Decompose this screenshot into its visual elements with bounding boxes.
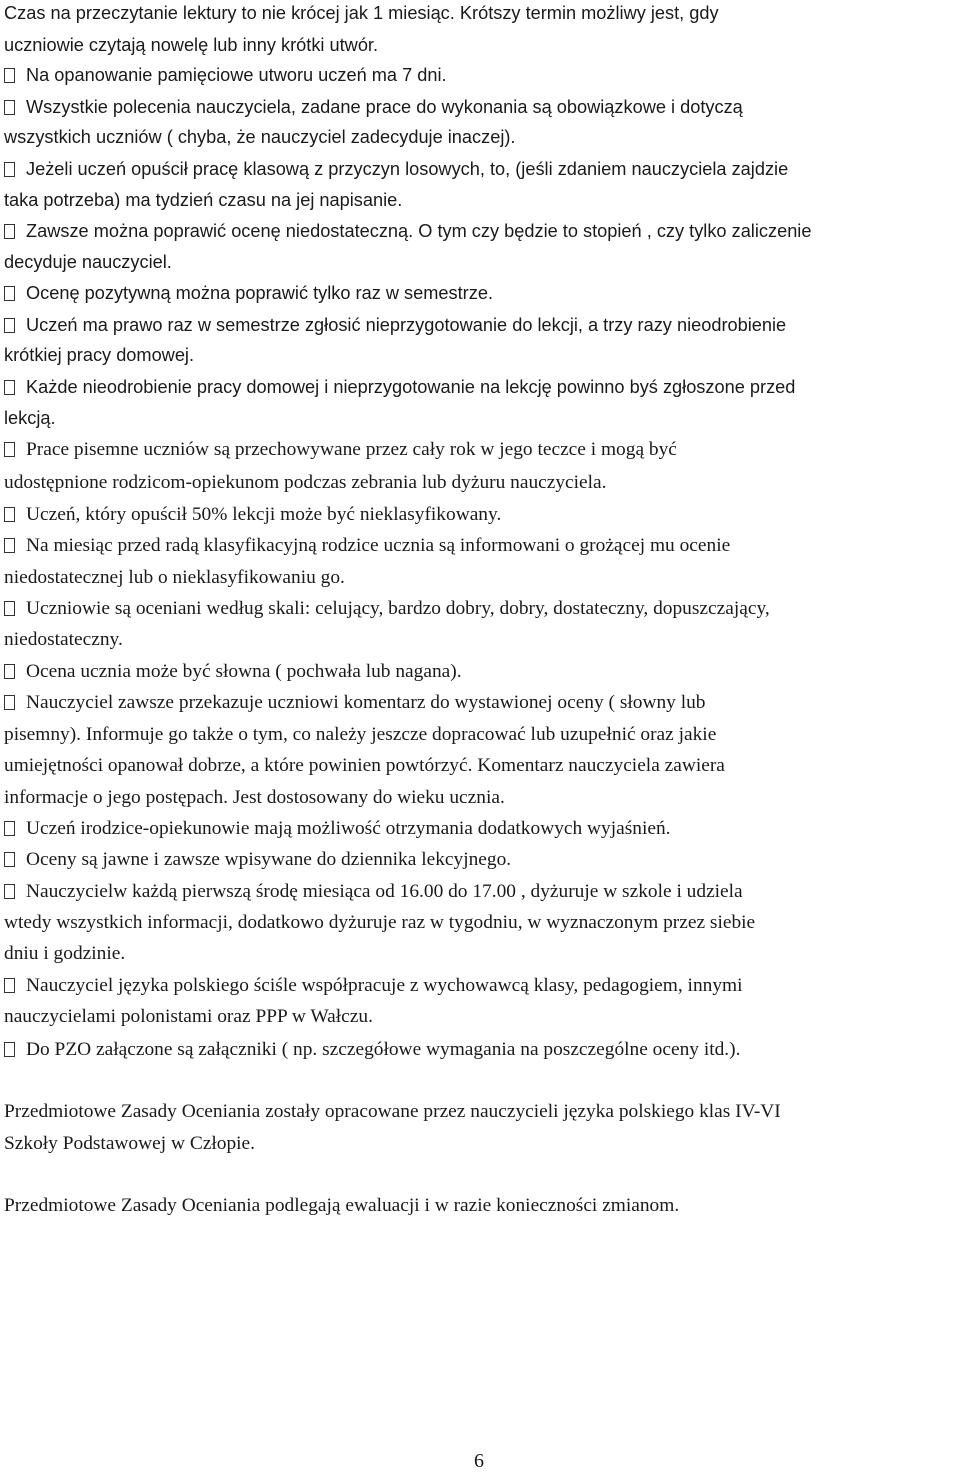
bullet-line: Na miesiąc przed radą klasyfikacyjną rodzice ucznia są informowani o grożącej mu ocenie	[4, 534, 730, 558]
bullet-line: Uczniowie są oceniani według skali: celujący, bardzo dobry, dobry, dostateczny, dopuszczający,	[4, 597, 770, 621]
bullet-line: Do PZO załączone są załączniki ( np. szczegółowe wymagania na poszczególne oceny itd.).	[4, 1038, 740, 1062]
bullet-box-icon	[4, 821, 15, 836]
bullet-box-icon	[4, 884, 15, 899]
text-line: Przedmiotowe Zasady Oceniania zostały opracowane przez nauczycieli języka polskiego klas IV-VI	[4, 1101, 781, 1122]
text-line: umiejętności opanował dobrze, a które powinien powtórzyć. Komentarz nauczyciela zawiera	[4, 755, 725, 776]
text-line: Czas na przeczytanie lektury to nie krócej jak 1 miesiąc. Krótszy termin możliwy jest, gdy	[4, 3, 719, 23]
text-line: Szkoły Podstawowej w Człopie.	[4, 1133, 255, 1154]
bullet-line: Prace pisemne uczniów są przechowywane przez cały rok w jego teczce i mogą być	[4, 438, 677, 462]
bullet-box-icon	[4, 68, 15, 83]
text-line: wtedy wszystkich informacji, dodatkowo dyżuruje raz w tygodniu, w wyznaczonym przez siebie	[4, 912, 756, 933]
text-line: udostępnione rodzicom-opiekunom podczas zebrania lub dyżuru nauczyciela.	[4, 472, 607, 493]
text-line: dniu i godzinie.	[4, 943, 126, 964]
bullet-box-icon	[4, 100, 15, 115]
bullet-box-icon	[4, 318, 15, 333]
bullet-box-icon	[4, 664, 15, 679]
bullet-box-icon	[4, 224, 15, 239]
bullet-line: Nauczyciel języka polskiego ściśle współpracuje z wychowawcą klasy, pedagogiem, innymi	[4, 974, 743, 998]
text-line: lekcją.	[4, 408, 56, 428]
bullet-box-icon	[4, 978, 15, 993]
bullet-line: Ocenę pozytywną można poprawić tylko raz w semestrze.	[4, 281, 493, 305]
bullet-line: Nauczycielw każdą pierwszą środę miesiąca od 16.00 do 17.00 , dyżuruje w szkole i udziela	[4, 880, 743, 904]
text-line: krótkiej pracy domowej.	[4, 345, 195, 365]
bullet-box-icon	[4, 380, 15, 395]
text-line: wszystkich uczniów ( chyba, że nauczyciel zadecyduje inaczej).	[4, 127, 516, 147]
bullet-line: Wszystkie polecenia nauczyciela, zadane prace do wykonania są obowiązkowe i dotyczą	[4, 95, 743, 119]
text-line: nauczycielami polonistami oraz PPP w Wałczu.	[4, 1006, 373, 1027]
bullet-line: Każde nieodrobienie pracy domowej i nieprzygotowanie na lekcję powinno byś zgłoszone przed	[4, 375, 795, 399]
bullet-box-icon	[4, 162, 15, 177]
bullet-line: Uczeń ma prawo raz w semestrze zgłosić nieprzygotowanie do lekcji, a trzy razy nieodrobienie	[4, 313, 786, 337]
bullet-box-icon	[4, 1042, 15, 1057]
bullet-line: Zawsze można poprawić ocenę niedostateczną. O tym czy będzie to stopień , czy tylko zaliczenie	[4, 219, 811, 243]
bullet-box-icon	[4, 852, 15, 867]
text-line: decyduje nauczyciel.	[4, 252, 172, 272]
bullet-box-icon	[4, 507, 15, 522]
bullet-line: Ocena ucznia może być słowna ( pochwała lub nagana).	[4, 660, 462, 684]
bullet-box-icon	[4, 442, 15, 457]
bullet-line: Nauczyciel zawsze przekazuje uczniowi komentarz do wystawionej oceny ( słowny lub	[4, 691, 706, 715]
bullet-box-icon	[4, 695, 15, 710]
bullet-box-icon	[4, 286, 15, 301]
text-line: pisemny). Informuje go także o tym, co należy jeszcze dopracować lub uzupełnić oraz jakie	[4, 724, 717, 745]
text-line: uczniowie czytają nowelę lub inny krótki utwór.	[4, 35, 379, 55]
text-line: Przedmiotowe Zasady Oceniania podlegają ewaluacji i w razie konieczności zmianom.	[4, 1195, 680, 1216]
bullet-line: Na opanowanie pamięciowe utworu uczeń ma 7 dni.	[4, 63, 447, 87]
text-line: informacje o jego postępach. Jest dostosowany do wieku ucznia.	[4, 787, 505, 808]
bullet-box-icon	[4, 601, 15, 616]
text-line: niedostateczny.	[4, 629, 123, 650]
bullet-line: Jeżeli uczeń opuścił pracę klasową z przyczyn losowych, to, (jeśli zdaniem nauczyciela zajdzie	[4, 157, 788, 181]
page-number: 6	[474, 1450, 484, 1472]
bullet-box-icon	[4, 538, 15, 553]
bullet-line: Oceny są jawne i zawsze wpisywane do dziennika lekcyjnego.	[4, 848, 511, 872]
text-line: niedostatecznej lub o nieklasyfikowaniu go.	[4, 567, 345, 588]
bullet-line: Uczeń, który opuścił 50% lekcji może być nieklasyfikowany.	[4, 503, 501, 527]
text-line: taka potrzeba) ma tydzień czasu na jej napisanie.	[4, 190, 403, 210]
bullet-line: Uczeń irodzice-opiekunowie mają możliwość otrzymania dodatkowych wyjaśnień.	[4, 817, 671, 841]
